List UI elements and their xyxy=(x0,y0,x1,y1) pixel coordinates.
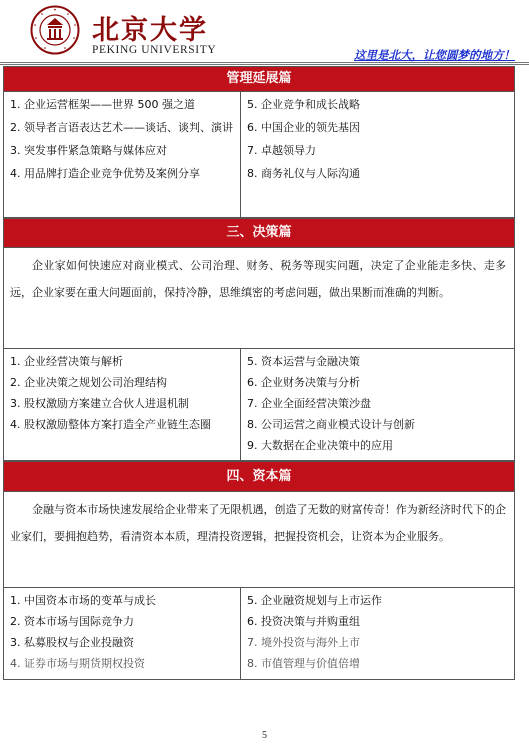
management-right-column xyxy=(241,92,514,217)
pku-wordmark: 北京大学 xyxy=(92,15,208,46)
course-item: 6. 投资决策与并购重组 xyxy=(247,615,360,628)
course-item: 8. 公司运营之商业模式设计与创新 xyxy=(247,418,415,431)
capital-left-column xyxy=(4,588,241,679)
course-item: 5. 企业竞争和成长战略 xyxy=(247,98,360,111)
course-item: 2. 领导者言语表达艺术——谈话、谈判、演讲 xyxy=(10,121,233,134)
decision-intro: 企业家如何快速应对商业模式、公司治理、财务、税务等现实问题，决定了企业能走多快、走多远，企业家要在重大问题面前，保持冷静，思维缜密的考虑问题，做出果断而准确的判断。 xyxy=(3,248,515,348)
course-item: 1. 企业经营决策与解析 xyxy=(10,355,123,368)
course-item: 7. 卓越领导力 xyxy=(247,144,316,157)
section-title-capital: 四、资本篇 xyxy=(3,461,515,492)
header-divider xyxy=(0,62,529,63)
slogan-link[interactable]: 这里是北大，让您圆梦的地方！ xyxy=(354,48,515,62)
english-name: PEKING UNIVERSITY xyxy=(92,44,217,56)
page-header xyxy=(0,0,529,66)
course-item: 2. 企业决策之规划公司治理结构 xyxy=(10,376,167,389)
course-item: 6. 企业财务决策与分析 xyxy=(247,376,360,389)
course-item: 1. 企业运营框架——世界 500 强之道 xyxy=(10,98,195,111)
course-item: 7. 企业全面经营决策沙盘 xyxy=(247,397,371,410)
course-item: 4. 股权激励整体方案打造全产业链生态圈 xyxy=(10,418,211,431)
pku-seal-logo xyxy=(30,5,80,55)
course-item: 7. 境外投资与海外上市 xyxy=(247,636,360,649)
course-item: 6. 中国企业的领先基因 xyxy=(247,121,360,134)
course-content xyxy=(3,66,515,680)
decision-course-grid xyxy=(3,348,515,461)
capital-right-column xyxy=(241,588,514,679)
decision-left-column xyxy=(4,349,241,460)
page-number: 5 xyxy=(262,730,267,741)
course-item: 8. 市值管理与价值倍增 xyxy=(247,657,360,670)
course-item: 5. 资本运营与金融决策 xyxy=(247,355,360,368)
course-item: 9. 大数据在企业决策中的应用 xyxy=(247,439,393,452)
header-divider-2 xyxy=(0,64,529,65)
course-item: 5. 企业融资规划与上市运作 xyxy=(247,594,382,607)
management-course-grid xyxy=(3,92,515,218)
course-item: 8. 商务礼仪与人际沟通 xyxy=(247,167,360,180)
capital-intro: 金融与资本市场快速发展给企业带来了无限机遇，创造了无数的财富传奇！作为新经济时代下的企业家们，要拥抱趋势，看清资本本质，理清投资逻辑，把握投资机会，让资本为企业服务。 xyxy=(3,492,515,587)
section-title-management: 管理延展篇 xyxy=(3,66,515,92)
course-item: 2. 资本市场与国际竞争力 xyxy=(10,615,134,628)
course-item: 4. 证券市场与期货期权投资 xyxy=(10,657,145,670)
course-item: 3. 私募股权与企业投融资 xyxy=(10,636,134,649)
course-item: 4. 用品牌打造企业竞争优势及案例分享 xyxy=(10,167,200,180)
course-item: 1. 中国资本市场的变革与成长 xyxy=(10,594,156,607)
management-left-column xyxy=(4,92,241,217)
course-item: 3. 突发事件紧急策略与媒体应对 xyxy=(10,144,167,157)
capital-course-grid xyxy=(3,587,515,680)
decision-right-column xyxy=(241,349,514,460)
course-item: 3. 股权激励方案建立合伙人进退机制 xyxy=(10,397,189,410)
section-title-decision: 三、决策篇 xyxy=(3,218,515,248)
